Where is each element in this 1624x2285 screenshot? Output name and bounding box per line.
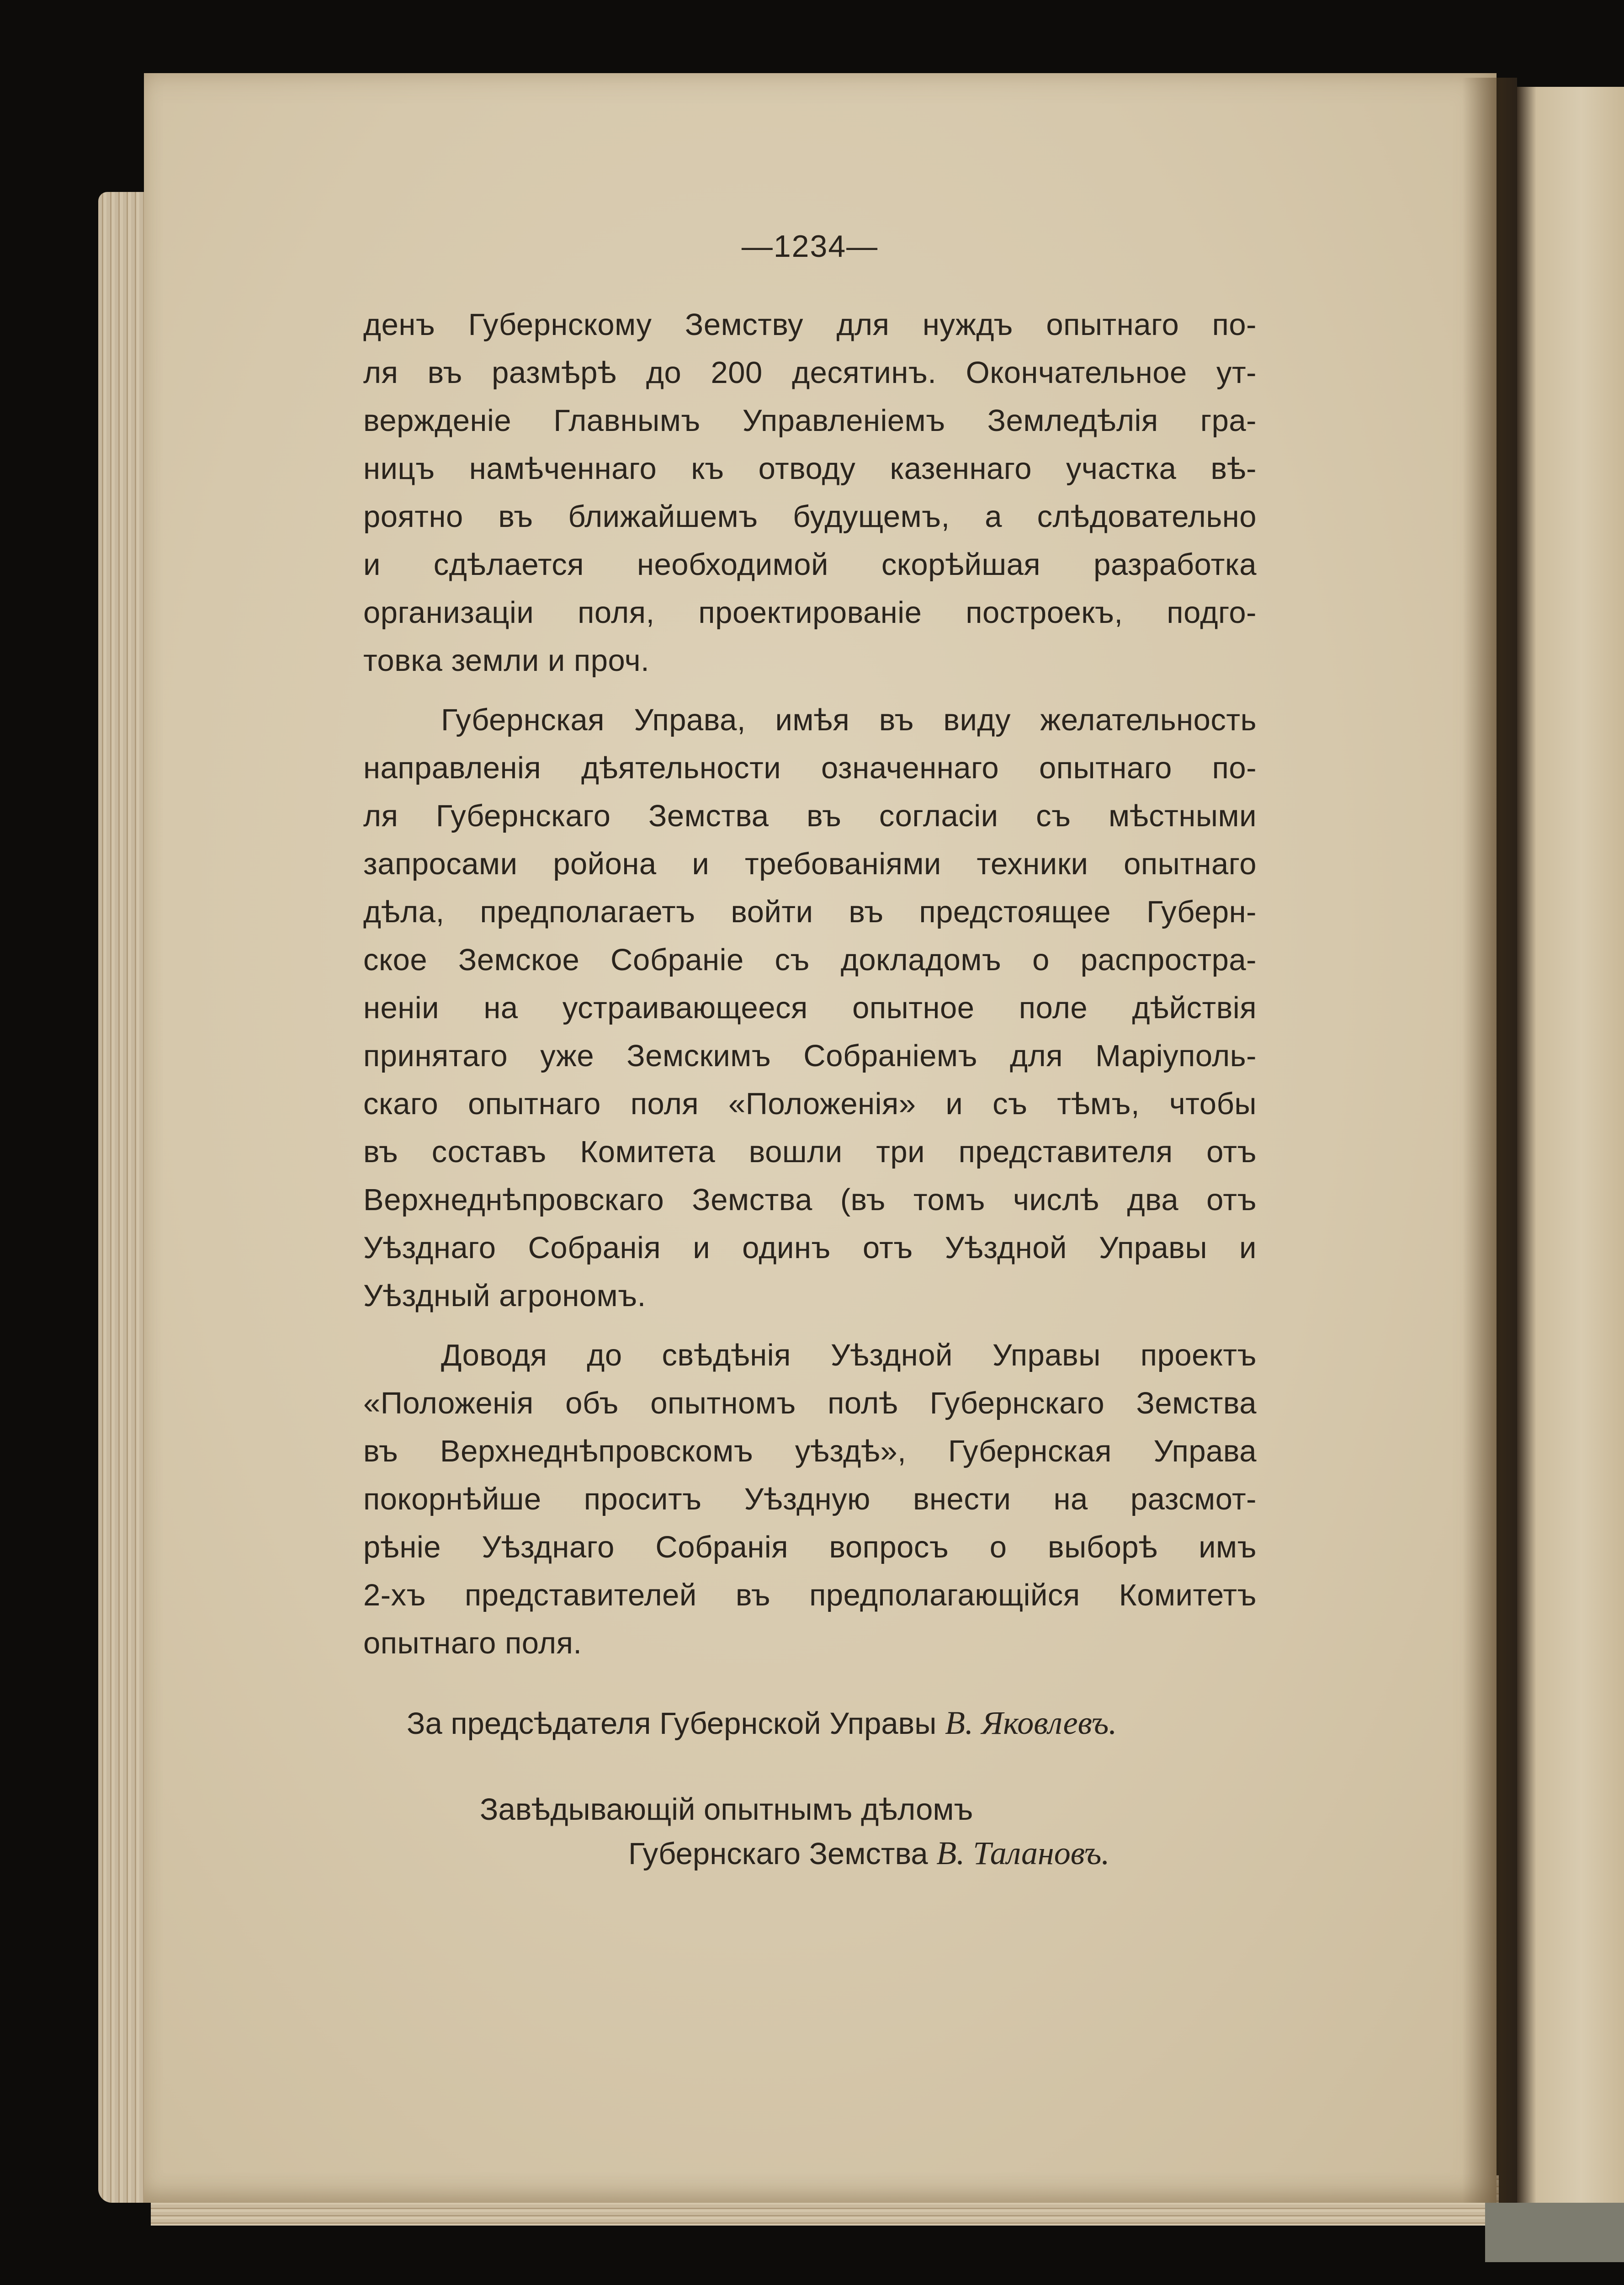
text-line: Уѣздный агрономъ. bbox=[363, 1279, 646, 1313]
page-number: —1234— bbox=[741, 229, 879, 264]
text-line: рѣніе Уѣзднаго Собранія вопросъ о выборѣ имъ bbox=[363, 1530, 1257, 1564]
text-line: товка земли и проч. bbox=[363, 643, 650, 678]
text-line: запросами ройона и требованіями техники опытнаго bbox=[363, 847, 1257, 881]
text-line: въ Верхнеднѣпровскомъ уѣздѣ», Губернская Управа bbox=[363, 1434, 1257, 1468]
signature-title: За предсѣдателя Губернской Управы bbox=[407, 1706, 945, 1741]
text-line: опытнаго поля. bbox=[363, 1626, 582, 1660]
signature-title: Завѣдывающій опытнымъ дѣломъ bbox=[480, 1792, 973, 1827]
book-cover-corner bbox=[1485, 2203, 1624, 2262]
text-line: неніи на устраивающееся опытное поле дѣйствія bbox=[363, 991, 1257, 1025]
text-line: «Положенія объ опытномъ полѣ Губернскаго Земства bbox=[363, 1386, 1257, 1420]
text-line: скаго опытнаго поля «Положенія» и съ тѣмъ, чтобы bbox=[363, 1087, 1257, 1121]
text-line: ское Земское Собраніе съ докладомъ о распростра- bbox=[363, 943, 1257, 977]
signature-chairman bbox=[407, 1698, 1117, 1749]
paragraph-2 bbox=[363, 696, 1257, 1320]
signature-manager bbox=[628, 1828, 1109, 1879]
text-line: Верхнеднѣпровскаго Земства (въ томъ числѣ два отъ bbox=[363, 1183, 1257, 1217]
text-line: покорнѣйше проситъ Уѣздную внести на разсмот- bbox=[363, 1482, 1257, 1516]
text-line: 2-хъ представителей въ предполагающійся Комитетъ bbox=[363, 1578, 1257, 1612]
text-line: Уѣзднаго Собранія и одинъ отъ Уѣздной Управы и bbox=[363, 1231, 1257, 1265]
signature-title: Губернскаго Земства bbox=[628, 1837, 937, 1871]
paragraph-1 bbox=[363, 301, 1257, 685]
text-line: направленія дѣятельности означеннаго опытнаго по- bbox=[363, 751, 1257, 785]
paragraph-3 bbox=[363, 1331, 1257, 1667]
book-gutter bbox=[1462, 78, 1517, 2203]
text-line: дѣла, предполагаетъ войти въ предстоящее Губерн- bbox=[363, 895, 1257, 929]
text-line: и сдѣлается необходимой скорѣйшая разработка bbox=[363, 547, 1257, 582]
text-line: роятно въ ближайшемъ будущемъ, а слѣдовательно bbox=[363, 500, 1257, 534]
page-text bbox=[363, 228, 1257, 1679]
signature-name: В. Яковлевъ. bbox=[945, 1705, 1117, 1741]
signature-manager-title bbox=[480, 1785, 973, 1835]
text-line: въ составъ Комитета вошли три представителя отъ bbox=[363, 1135, 1257, 1169]
text-line: ля въ размѣрѣ до 200 десятинъ. Окончательное ут- bbox=[363, 356, 1257, 390]
text-line: ницъ намѣченнаго къ отводу казеннаго участка вѣ- bbox=[363, 452, 1257, 486]
text-line: Доводя до свѣдѣнія Уѣздной Управы проектъ bbox=[441, 1338, 1257, 1372]
text-line: организаціи поля, проектированіе построекъ, подго- bbox=[363, 595, 1257, 630]
text-line: ля Губернскаго Земства въ согласіи съ мѣстными bbox=[363, 799, 1257, 833]
facing-page bbox=[1517, 87, 1624, 2212]
text-line: денъ Губернскому Земству для нуждъ опытнаго по- bbox=[363, 308, 1257, 342]
text-line: Губернская Управа, имѣя въ виду желательность bbox=[441, 703, 1257, 737]
text-line: вержденіе Главнымъ Управленіемъ Земледѣлія гра- bbox=[363, 404, 1257, 438]
text-line: принятаго уже Земскимъ Собраніемъ для Маріуполь- bbox=[363, 1039, 1257, 1073]
signature-name: В. Талановъ. bbox=[936, 1835, 1110, 1871]
